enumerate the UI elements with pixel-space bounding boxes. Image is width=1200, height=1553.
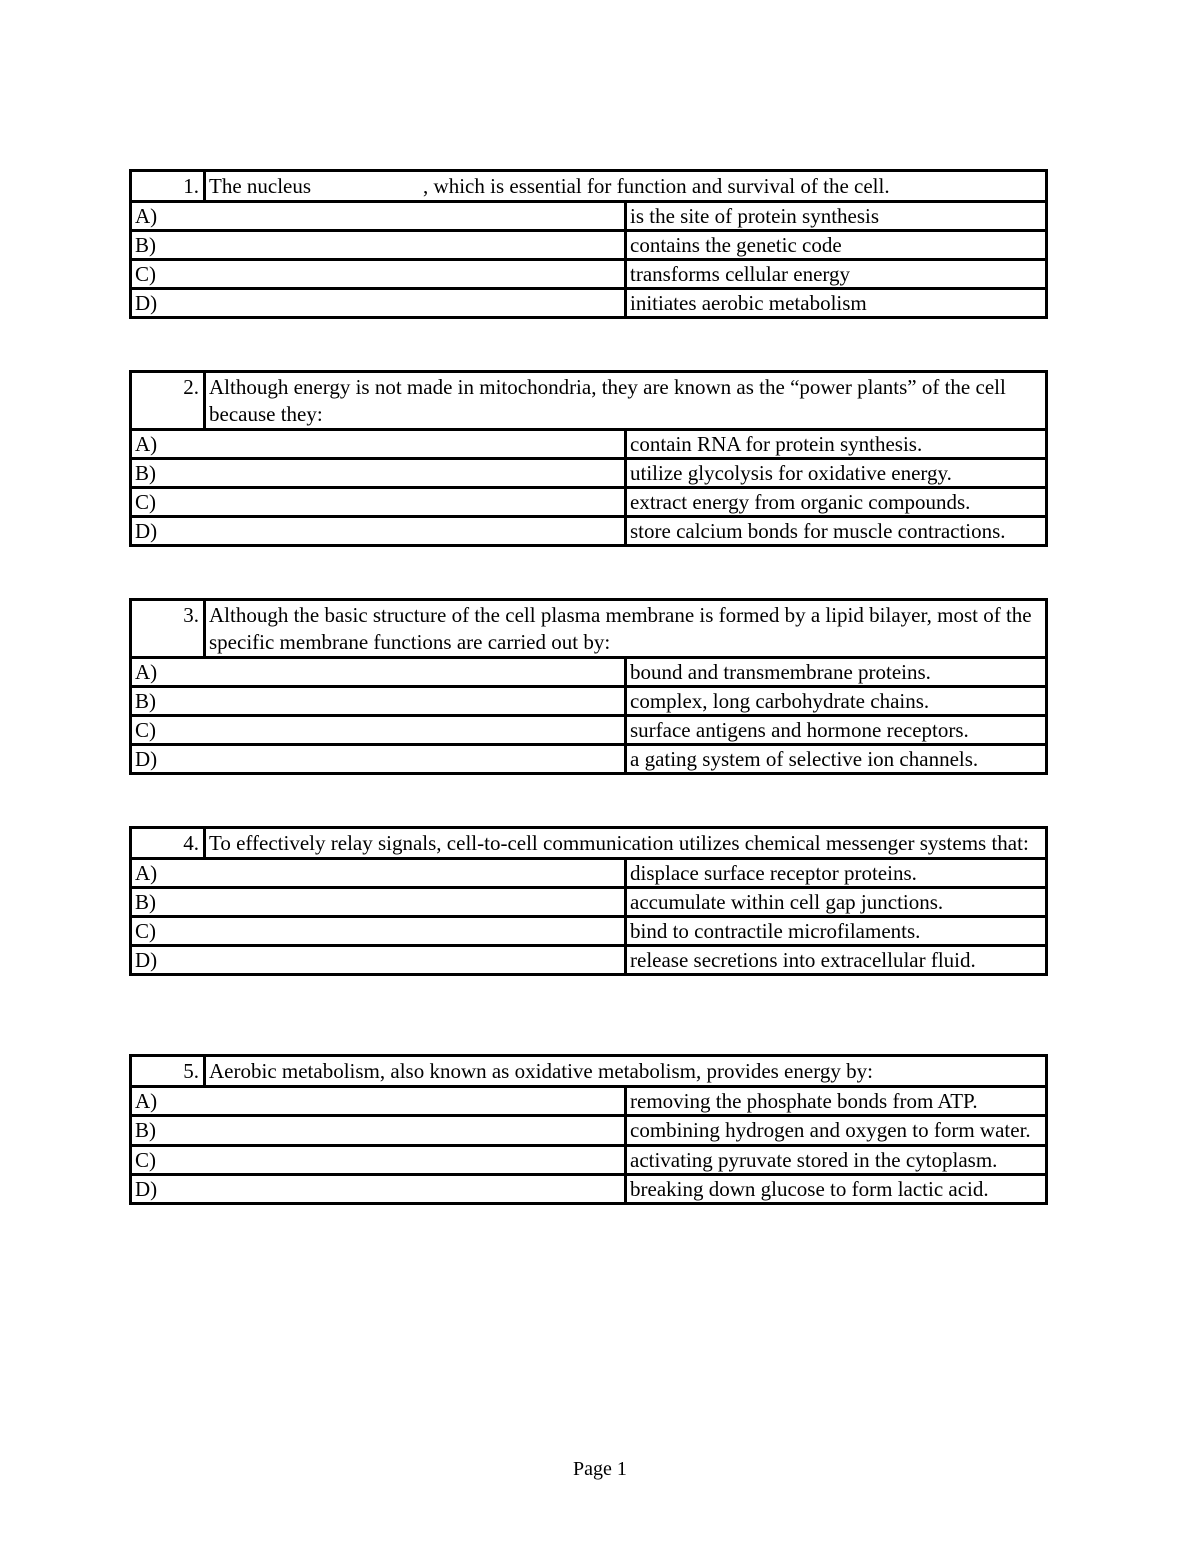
option-text: surface antigens and hormone receptors. bbox=[626, 716, 1047, 745]
option-text: bound and transmembrane proteins. bbox=[626, 658, 1047, 687]
option-row-d bbox=[131, 1175, 1047, 1204]
option-row-b bbox=[131, 687, 1047, 716]
option-letter: A) bbox=[131, 430, 626, 459]
option-letter: D) bbox=[131, 745, 626, 774]
option-row-b bbox=[131, 231, 1047, 260]
option-text: utilize glycolysis for oxidative energy. bbox=[626, 459, 1047, 488]
option-text: extract energy from organic compounds. bbox=[626, 488, 1047, 517]
stem-after-blank: , which is essential for function and survival of the cell. bbox=[423, 174, 890, 198]
option-row-a bbox=[131, 202, 1047, 231]
option-row-d bbox=[131, 289, 1047, 318]
option-text: contains the genetic code bbox=[626, 231, 1047, 260]
question-stem-row bbox=[131, 1056, 1047, 1087]
option-letter: D) bbox=[131, 946, 626, 975]
option-row-d bbox=[131, 517, 1047, 546]
option-letter: B) bbox=[131, 231, 626, 260]
option-letter: D) bbox=[131, 1175, 626, 1204]
option-letter: C) bbox=[131, 917, 626, 946]
option-letter: C) bbox=[131, 716, 626, 745]
option-row-b bbox=[131, 459, 1047, 488]
question-number: 5. bbox=[131, 1056, 205, 1087]
option-row-a bbox=[131, 658, 1047, 687]
option-text: is the site of protein synthesis bbox=[626, 202, 1047, 231]
option-letter: B) bbox=[131, 888, 626, 917]
option-text: bind to contractile microfilaments. bbox=[626, 917, 1047, 946]
option-row-a bbox=[131, 859, 1047, 888]
option-letter: A) bbox=[131, 658, 626, 687]
option-row-b bbox=[131, 1116, 1047, 1146]
question-number: 1. bbox=[131, 171, 205, 202]
option-text: a gating system of selective ion channels. bbox=[626, 745, 1047, 774]
option-row-a bbox=[131, 430, 1047, 459]
option-letter: A) bbox=[131, 1087, 626, 1116]
option-text: displace surface receptor proteins. bbox=[626, 859, 1047, 888]
option-text: transforms cellular energy bbox=[626, 260, 1047, 289]
option-text: store calcium bonds for muscle contractions. bbox=[626, 517, 1047, 546]
option-letter: C) bbox=[131, 488, 626, 517]
option-row-a bbox=[131, 1087, 1047, 1116]
question-stem-row bbox=[131, 600, 1047, 658]
question-4 bbox=[129, 826, 1048, 976]
question-stem: To effectively relay signals, cell-to-cell communication utilizes chemical messenger systems that: bbox=[205, 828, 1047, 859]
question-number: 2. bbox=[131, 372, 205, 430]
question-3 bbox=[129, 598, 1048, 775]
question-stem: Although energy is not made in mitochondria, they are known as the “power plants” of the cell because they: bbox=[205, 372, 1047, 430]
option-text: complex, long carbohydrate chains. bbox=[626, 687, 1047, 716]
option-text: accumulate within cell gap junctions. bbox=[626, 888, 1047, 917]
option-row-b bbox=[131, 888, 1047, 917]
option-letter: B) bbox=[131, 459, 626, 488]
option-text: combining hydrogen and oxygen to form water. bbox=[626, 1116, 1047, 1146]
option-letter: D) bbox=[131, 517, 626, 546]
option-row-c bbox=[131, 917, 1047, 946]
question-5 bbox=[129, 1054, 1048, 1205]
option-letter: A) bbox=[131, 859, 626, 888]
option-letter: D) bbox=[131, 289, 626, 318]
option-text: release secretions into extracellular fluid. bbox=[626, 946, 1047, 975]
question-number: 4. bbox=[131, 828, 205, 859]
option-letter: B) bbox=[131, 1116, 626, 1146]
option-row-d bbox=[131, 745, 1047, 774]
question-2 bbox=[129, 370, 1048, 547]
question-stem: Aerobic metabolism, also known as oxidative metabolism, provides energy by: bbox=[205, 1056, 1047, 1087]
question-stem-row bbox=[131, 171, 1047, 202]
option-row-d bbox=[131, 946, 1047, 975]
option-row-c bbox=[131, 1146, 1047, 1175]
option-text: removing the phosphate bonds from ATP. bbox=[626, 1087, 1047, 1116]
question-stem-row bbox=[131, 828, 1047, 859]
option-letter: B) bbox=[131, 687, 626, 716]
option-row-c bbox=[131, 260, 1047, 289]
option-letter: C) bbox=[131, 1146, 626, 1175]
question-number: 3. bbox=[131, 600, 205, 658]
question-1 bbox=[129, 169, 1048, 319]
option-text: breaking down glucose to form lactic acid. bbox=[626, 1175, 1047, 1204]
option-text: contain RNA for protein synthesis. bbox=[626, 430, 1047, 459]
option-letter: A) bbox=[131, 202, 626, 231]
option-text: initiates aerobic metabolism bbox=[626, 289, 1047, 318]
question-stem-row bbox=[131, 372, 1047, 430]
page-number: Page 1 bbox=[573, 1458, 627, 1480]
option-row-c bbox=[131, 716, 1047, 745]
question-stem: Although the basic structure of the cell plasma membrane is formed by a lipid bilayer, most of the specific membrane functions are carried out by: bbox=[205, 600, 1047, 658]
question-stem bbox=[205, 171, 1047, 202]
option-text: activating pyruvate stored in the cytoplasm. bbox=[626, 1146, 1047, 1175]
stem-before-blank: The nucleus bbox=[209, 174, 312, 198]
option-letter: C) bbox=[131, 260, 626, 289]
option-row-c bbox=[131, 488, 1047, 517]
